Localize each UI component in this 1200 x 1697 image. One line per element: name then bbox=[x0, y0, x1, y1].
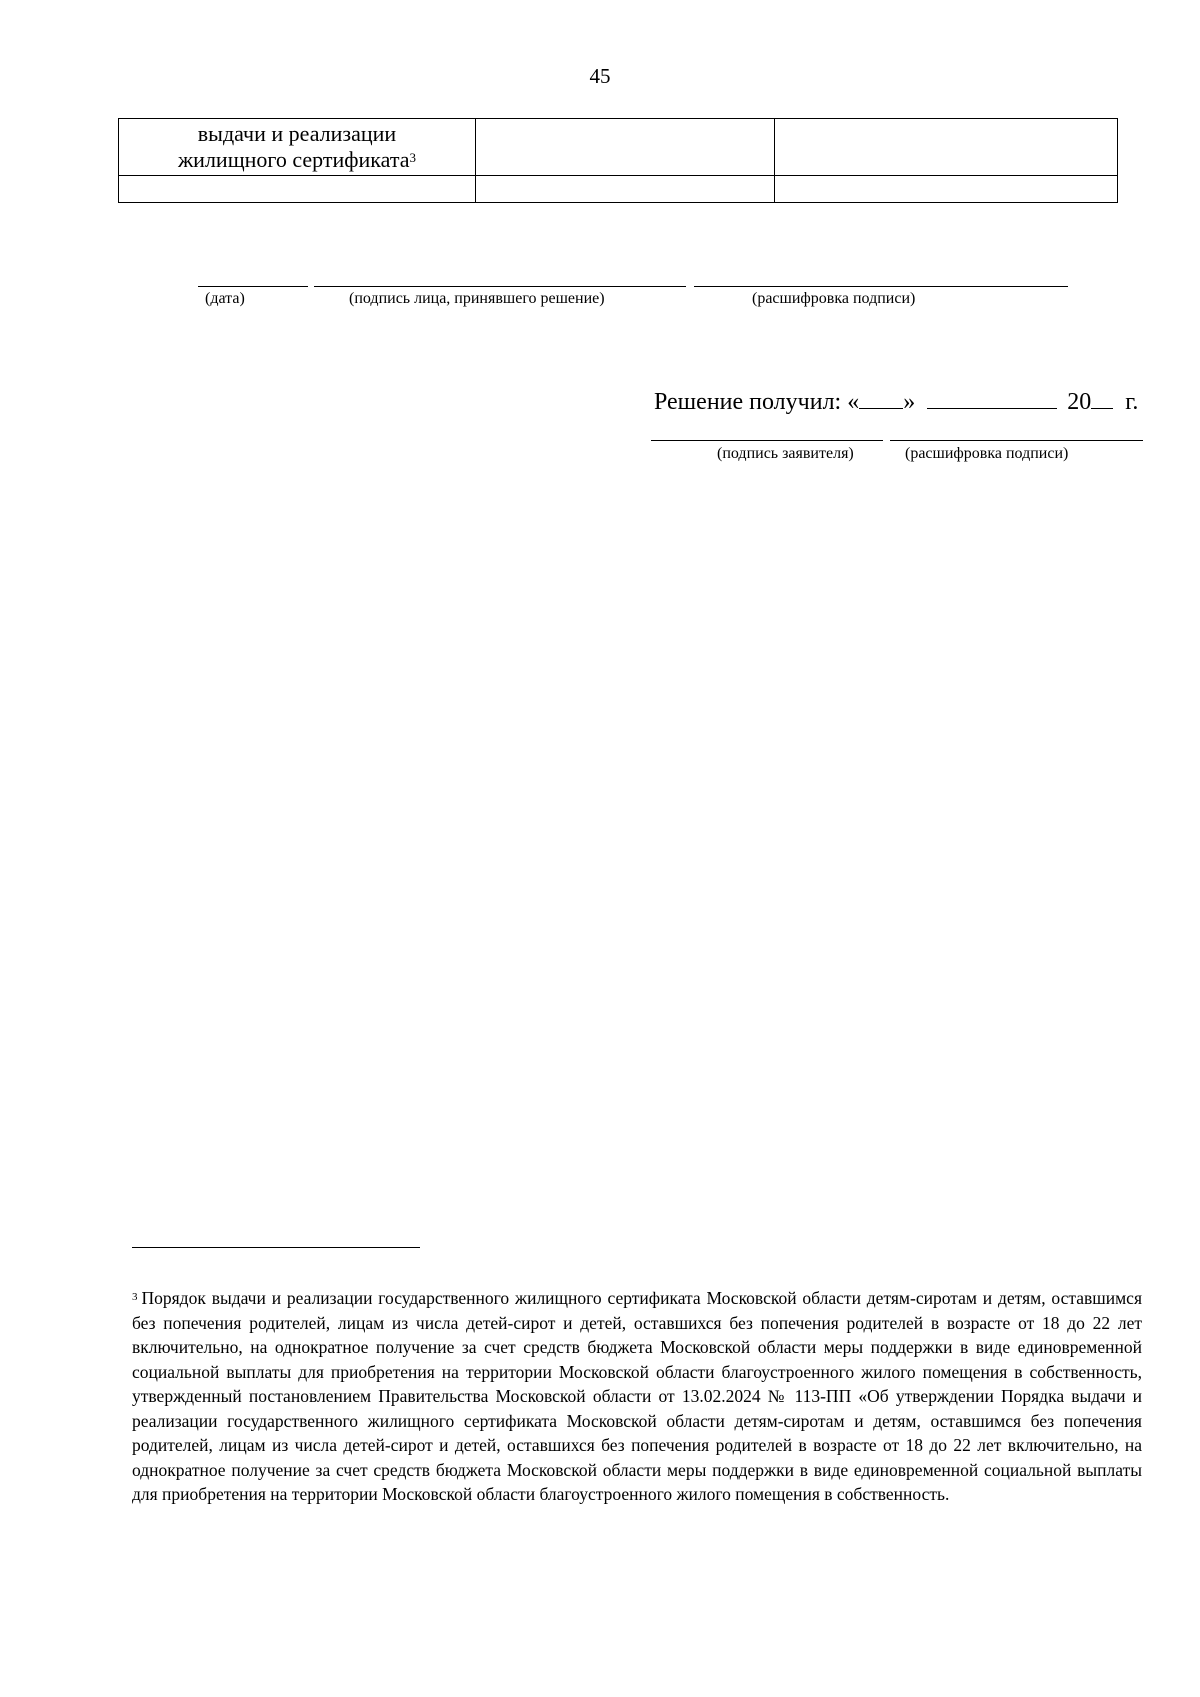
table-cell-empty bbox=[119, 176, 476, 203]
table-cell-empty bbox=[775, 176, 1118, 203]
decision-table bbox=[118, 118, 1118, 203]
date-line bbox=[198, 286, 308, 287]
year-blank bbox=[1091, 386, 1113, 409]
page-number: 45 bbox=[589, 64, 611, 88]
table-cell-line-2: жилищного сертификата bbox=[177, 147, 410, 172]
decoding-caption: (расшифровка подписи) bbox=[752, 290, 916, 307]
decoding-line bbox=[694, 286, 1068, 287]
year-suffix: г. bbox=[1125, 389, 1139, 415]
table-cell-empty bbox=[476, 119, 775, 176]
footnote-text: Порядок выдачи и реализации государственного жилищного сертификата Московской области детям-сиротам и детям, оставшимся без попечения родителей, лицам из числа детей-сирот и детей, оставшихся без попечения родителей в возрасте от 18 до 22 лет включительно, на однократное получение за счет средств бюджета Московской области меры поддержки в виде единовременной социальной выплаты для приобретения на территории Московской области благоустроенного жилого помещения в собственность, утвержденный постановлением Правительства Московской области от 13.02.2024 № 113-ПП «Об утверждении Порядка выдачи и реализации государственного жилищного сертификата Московской области детям-сиротам и детям, оставшимся без попечения родителей, лицам из числа детей-сирот и детей, оставшихся без попечения родителей в возрасте от 18 до 22 лет включительно, на однократное получение за счет средств бюджета Московской области меры поддержки в виде единовременной социальной выплаты для приобретения на территории Московской области благоустроенного жилого помещения в собственность. bbox=[132, 1288, 1142, 1504]
applicant-signature-line bbox=[651, 440, 883, 441]
applicant-decoding-caption: (расшифровка подписи) bbox=[905, 445, 1069, 462]
table-cell bbox=[119, 119, 476, 176]
footnote bbox=[132, 1286, 1142, 1507]
table-cell-text bbox=[119, 121, 475, 173]
applicant-decoding-line bbox=[890, 440, 1143, 441]
signature-line bbox=[314, 286, 686, 287]
year-prefix: 20 bbox=[1067, 389, 1092, 415]
decision-received-line bbox=[654, 386, 1138, 416]
footnote-separator bbox=[132, 1247, 420, 1248]
decision-label: Решение получил: « bbox=[654, 389, 860, 415]
footnote-number: 3 bbox=[132, 1291, 138, 1303]
table-cell-empty bbox=[775, 119, 1118, 176]
applicant-signature-caption: (подпись заявителя) bbox=[717, 445, 854, 462]
table-row bbox=[119, 176, 1118, 203]
footnote-reference: 3 bbox=[409, 150, 417, 165]
table-cell-line-1: выдачи и реализации bbox=[197, 121, 397, 146]
close-quote: » bbox=[903, 389, 916, 415]
signature-caption: (подпись лица, принявшего решение) bbox=[349, 290, 605, 307]
table-cell-empty bbox=[476, 176, 775, 203]
day-blank bbox=[859, 386, 903, 409]
month-blank bbox=[927, 386, 1057, 409]
table-row bbox=[119, 119, 1118, 176]
date-caption: (дата) bbox=[205, 290, 245, 307]
